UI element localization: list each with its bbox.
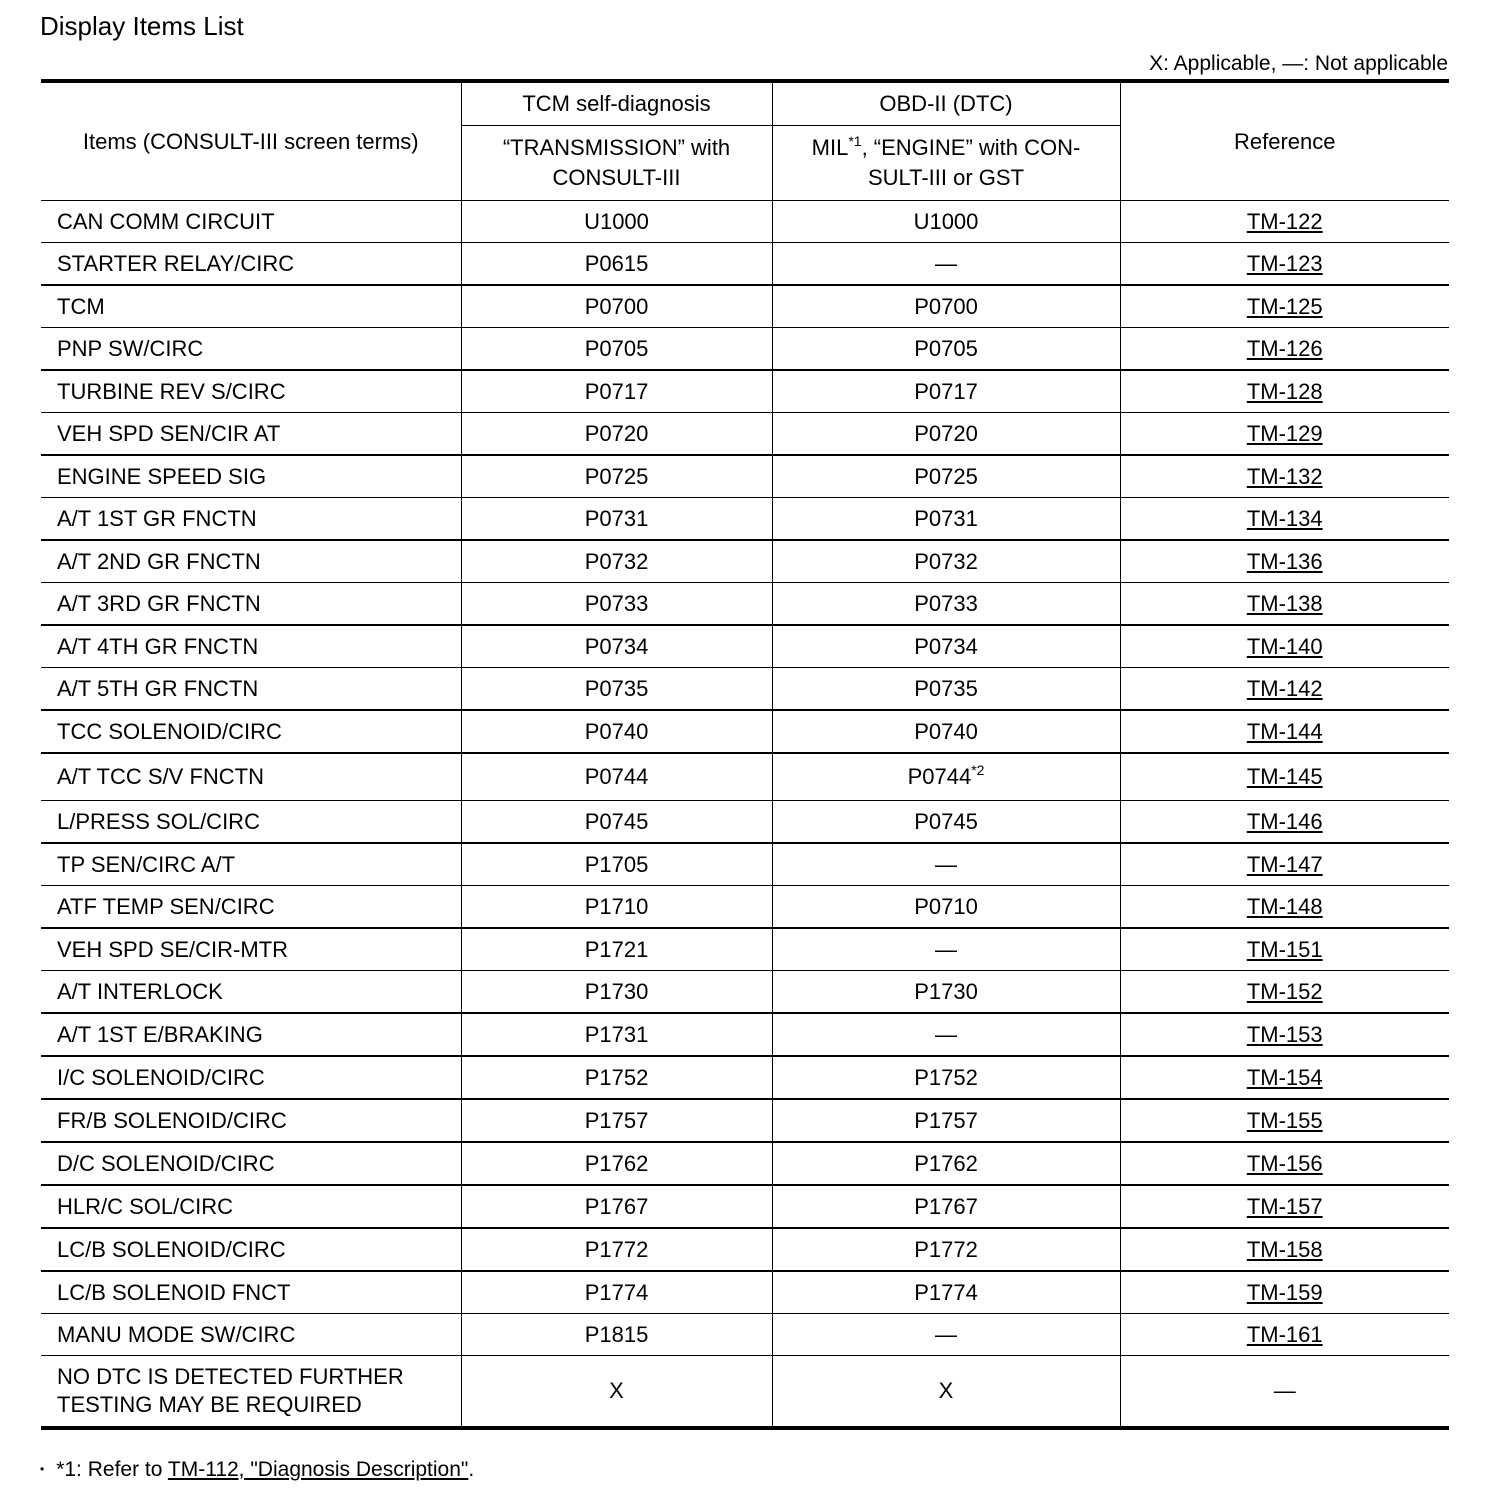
item-name: CAN COMM CIRCUIT	[41, 201, 461, 243]
item-name: A/T TCC S/V FNCTN	[41, 753, 461, 801]
obd-code	[772, 1142, 1120, 1185]
obd-code: X	[772, 1356, 1120, 1429]
tcm-code: P0734	[461, 625, 772, 668]
item-name: A/T 3RD GR FNCTN	[41, 583, 461, 626]
table-row	[41, 1056, 1449, 1099]
obd-code	[772, 201, 1120, 243]
item-name: TP SEN/CIRC A/T	[41, 843, 461, 886]
reference-link[interactable]: TM-148	[1246, 893, 1323, 919]
item-name: FR/B SOLENOID/CIRC	[41, 1099, 461, 1142]
reference-cell	[1120, 1314, 1449, 1356]
table-row	[41, 328, 1449, 371]
obd-code	[772, 1271, 1120, 1314]
obd-code-value: P0732	[914, 548, 978, 574]
reference-cell	[1120, 843, 1449, 886]
reference-cell	[1120, 413, 1449, 456]
obd-code	[772, 328, 1120, 371]
table-row	[41, 201, 1449, 243]
reference-link[interactable]: TM-138	[1246, 590, 1323, 616]
reference-cell	[1120, 201, 1449, 243]
reference-cell	[1120, 1056, 1449, 1099]
obd-code	[772, 928, 1120, 971]
obd-code	[772, 540, 1120, 583]
obd-code	[772, 710, 1120, 753]
item-name: TCC SOLENOID/CIRC	[41, 710, 461, 753]
header-tcm-sub	[461, 126, 772, 201]
reference-link[interactable]: TM-153	[1246, 1021, 1323, 1047]
obd-code-value: P1774	[914, 1279, 978, 1305]
footnote	[40, 1455, 474, 1484]
item-name: PNP SW/CIRC	[41, 328, 461, 371]
obd-code-value: P0705	[914, 335, 978, 361]
tcm-code: P0732	[461, 540, 772, 583]
footnote-suffix: .	[468, 1458, 475, 1481]
obd-code	[772, 1013, 1120, 1056]
reference-cell	[1120, 1013, 1449, 1056]
obd-code-value: —	[935, 1321, 957, 1347]
table-row	[41, 285, 1449, 328]
table-row	[41, 971, 1449, 1014]
reference-link[interactable]: TM-128	[1246, 378, 1323, 404]
reference-cell: —	[1120, 1356, 1449, 1429]
reference-cell	[1120, 1228, 1449, 1271]
obd-code-value: —	[935, 851, 957, 877]
table-row	[41, 498, 1449, 541]
tcm-code: P1731	[461, 1013, 772, 1056]
footnote-link[interactable]: TM-112, "Diagnosis Description"	[167, 1458, 469, 1481]
reference-cell	[1120, 540, 1449, 583]
obd-code-value: P0735	[914, 675, 978, 701]
item-name	[41, 1356, 461, 1429]
reference-cell	[1120, 285, 1449, 328]
table-row	[41, 928, 1449, 971]
item-name: A/T INTERLOCK	[41, 971, 461, 1014]
reference-link[interactable]: TM-126	[1246, 335, 1323, 361]
tcm-code: P1767	[461, 1185, 772, 1228]
reference-cell	[1120, 498, 1449, 541]
table-row	[41, 886, 1449, 929]
reference-cell	[1120, 328, 1449, 371]
obd-code-value: P0710	[914, 893, 978, 919]
reference-link[interactable]: TM-155	[1246, 1107, 1323, 1133]
item-name: VEH SPD SE/CIR-MTR	[41, 928, 461, 971]
reference-cell	[1120, 625, 1449, 668]
obd-code	[772, 413, 1120, 456]
obd-footnote-mark: *2	[971, 762, 985, 778]
obd-code-value: P0745	[914, 808, 978, 834]
obd-code	[772, 1185, 1120, 1228]
tcm-code: P1705	[461, 843, 772, 886]
tcm-code: X	[461, 1356, 772, 1429]
table-row	[41, 455, 1449, 498]
obd-code-value: P1772	[914, 1236, 978, 1262]
item-name: L/PRESS SOL/CIRC	[41, 801, 461, 844]
tcm-code: P0740	[461, 710, 772, 753]
footnote-prefix: *1: Refer to	[56, 1458, 168, 1481]
reference-cell	[1120, 668, 1449, 711]
obd-code	[772, 886, 1120, 929]
reference-link[interactable]: TM-136	[1246, 548, 1323, 574]
header-reference: Reference	[1120, 81, 1449, 201]
table-row	[41, 1099, 1449, 1142]
obd-code-value: P0717	[914, 378, 978, 404]
obd-code	[772, 971, 1120, 1014]
obd-code-value: P1730	[914, 978, 978, 1004]
header-obd-sub	[772, 126, 1120, 201]
header-tcm-group: TCM self-diagnosis	[461, 81, 772, 126]
reference-link[interactable]: TM-146	[1246, 808, 1323, 834]
obd-code-value: —	[935, 936, 957, 962]
item-name: D/C SOLENOID/CIRC	[41, 1142, 461, 1185]
item-name: TURBINE REV S/CIRC	[41, 370, 461, 413]
table-row	[41, 370, 1449, 413]
header-obd-sub-suffix: , “ENGINE” with CON-SULT-III or GST	[861, 135, 1081, 190]
reference-cell	[1120, 370, 1449, 413]
table-row	[41, 753, 1449, 801]
tcm-code: P0717	[461, 370, 772, 413]
reference-link[interactable]: TM-157	[1246, 1193, 1323, 1219]
reference-link[interactable]: TM-154	[1246, 1064, 1323, 1090]
obd-code	[772, 285, 1120, 328]
item-name: A/T 1ST GR FNCTN	[41, 498, 461, 541]
table-row	[41, 583, 1449, 626]
bullet-icon: •	[40, 1462, 45, 1476]
obd-code	[772, 625, 1120, 668]
obd-code	[772, 1314, 1120, 1356]
item-line-1: NO DTC IS DETECTED FURTHER	[57, 1364, 404, 1389]
item-name: LC/B SOLENOID FNCT	[41, 1271, 461, 1314]
reference-link[interactable]: TM-125	[1246, 293, 1323, 319]
item-name: TCM	[41, 285, 461, 328]
table-row	[41, 710, 1449, 753]
page-title: Display Items List	[40, 11, 244, 41]
table-row	[41, 801, 1449, 844]
table-row	[41, 1271, 1449, 1314]
legend-note: X: Applicable, —: Not applicable	[1149, 52, 1448, 75]
tcm-code: P1762	[461, 1142, 772, 1185]
tcm-code: P1772	[461, 1228, 772, 1271]
display-items-table	[41, 79, 1449, 1430]
reference-link[interactable]: TM-123	[1246, 250, 1323, 276]
reference-cell	[1120, 455, 1449, 498]
obd-code-value: P1752	[914, 1064, 978, 1090]
tcm-code: P0725	[461, 455, 772, 498]
table-row	[41, 540, 1449, 583]
item-name: STARTER RELAY/CIRC	[41, 243, 461, 286]
obd-code	[772, 498, 1120, 541]
obd-code-value: P0734	[914, 633, 978, 659]
obd-code-value: U1000	[913, 208, 979, 234]
table-row	[41, 243, 1449, 286]
obd-code-value: —	[935, 250, 957, 276]
reference-link[interactable]: TM-142	[1246, 675, 1323, 701]
reference-link[interactable]: TM-147	[1246, 851, 1323, 877]
header-obd-sub-footnote-mark: *1	[848, 133, 862, 149]
item-name: VEH SPD SEN/CIR AT	[41, 413, 461, 456]
reference-cell	[1120, 710, 1449, 753]
tcm-code: P0745	[461, 801, 772, 844]
tcm-code: P1730	[461, 971, 772, 1014]
obd-code	[772, 843, 1120, 886]
tcm-code: P0735	[461, 668, 772, 711]
obd-code	[772, 583, 1120, 626]
reference-link[interactable]: TM-161	[1246, 1321, 1323, 1347]
reference-link[interactable]: TM-122	[1246, 208, 1323, 234]
obd-code-value: P0731	[914, 505, 978, 531]
item-name: A/T 2ND GR FNCTN	[41, 540, 461, 583]
reference-cell	[1120, 1271, 1449, 1314]
reference-cell	[1120, 1142, 1449, 1185]
item-name: A/T 5TH GR FNCTN	[41, 668, 461, 711]
header-obd-sub-text	[796, 133, 1096, 193]
reference-link[interactable]: TM-132	[1246, 463, 1323, 489]
item-name: ENGINE SPEED SIG	[41, 455, 461, 498]
tcm-code: P1757	[461, 1099, 772, 1142]
obd-code	[772, 1099, 1120, 1142]
header-tcm-sub-text: “TRANSMISSION” with CONSULT-III	[502, 135, 731, 190]
reference-link[interactable]: TM-140	[1246, 633, 1323, 659]
reference-link[interactable]: TM-134	[1246, 505, 1323, 531]
obd-code	[772, 801, 1120, 844]
item-name: I/C SOLENOID/CIRC	[41, 1056, 461, 1099]
obd-code	[772, 455, 1120, 498]
obd-code	[772, 1056, 1120, 1099]
reference-link[interactable]: TM-158	[1246, 1236, 1323, 1262]
tcm-code: P1815	[461, 1314, 772, 1356]
obd-code	[772, 668, 1120, 711]
obd-code-value: P0744	[907, 764, 972, 789]
item-name: LC/B SOLENOID/CIRC	[41, 1228, 461, 1271]
obd-code-value: P0720	[914, 420, 978, 446]
tcm-code: P0731	[461, 498, 772, 541]
item-name: A/T 4TH GR FNCTN	[41, 625, 461, 668]
table-row	[41, 1228, 1449, 1271]
obd-code-value: P0700	[914, 293, 978, 319]
table-row	[41, 668, 1449, 711]
table-row	[41, 1314, 1449, 1356]
obd-code	[772, 753, 1120, 801]
obd-code	[772, 1228, 1120, 1271]
tcm-code: P1710	[461, 886, 772, 929]
tcm-code: P0700	[461, 285, 772, 328]
tcm-code: P1774	[461, 1271, 772, 1314]
table-row	[41, 413, 1449, 456]
reference-link[interactable]: TM-159	[1246, 1279, 1323, 1305]
item-name: MANU MODE SW/CIRC	[41, 1314, 461, 1356]
tcm-code: P1721	[461, 928, 772, 971]
table-row	[41, 1185, 1449, 1228]
obd-code	[772, 370, 1120, 413]
reference-link[interactable]: TM-151	[1246, 936, 1323, 962]
table-row	[41, 1013, 1449, 1056]
obd-code-value: P0725	[914, 463, 978, 489]
obd-code-value: P1762	[914, 1150, 978, 1176]
table-row	[41, 843, 1449, 886]
reference-link[interactable]: TM-145	[1246, 764, 1323, 789]
reference-cell	[1120, 753, 1449, 801]
reference-link[interactable]: TM-152	[1246, 978, 1323, 1004]
reference-link[interactable]: TM-144	[1246, 718, 1323, 744]
obd-code-value: P1767	[914, 1193, 978, 1219]
item-name: HLR/C SOL/CIRC	[41, 1185, 461, 1228]
reference-link[interactable]: TM-156	[1246, 1150, 1323, 1176]
obd-code-value: P0733	[914, 590, 978, 616]
tcm-code: P0705	[461, 328, 772, 371]
reference-cell	[1120, 801, 1449, 844]
tcm-code: P0733	[461, 583, 772, 626]
header-items: Items (CONSULT-III screen terms)	[41, 81, 461, 201]
reference-cell	[1120, 1185, 1449, 1228]
obd-code-value: P1757	[914, 1107, 978, 1133]
reference-cell	[1120, 1099, 1449, 1142]
obd-code	[772, 243, 1120, 286]
tcm-code: P1752	[461, 1056, 772, 1099]
table-row	[41, 625, 1449, 668]
obd-code-value: P0740	[914, 718, 978, 744]
reference-cell	[1120, 928, 1449, 971]
header-obd-group: OBD-II (DTC)	[772, 81, 1120, 126]
table-row	[41, 1142, 1449, 1185]
reference-cell	[1120, 583, 1449, 626]
item-name: A/T 1ST E/BRAKING	[41, 1013, 461, 1056]
reference-link[interactable]: TM-129	[1246, 420, 1323, 446]
reference-cell	[1120, 243, 1449, 286]
tcm-code: P0720	[461, 413, 772, 456]
tcm-code: U1000	[461, 201, 772, 243]
header-obd-sub-prefix: MIL	[811, 135, 849, 160]
item-name: ATF TEMP SEN/CIRC	[41, 886, 461, 929]
item-line-2: TESTING MAY BE REQUIRED	[57, 1392, 362, 1417]
table-row-no-dtc	[41, 1356, 1449, 1429]
reference-cell	[1120, 971, 1449, 1014]
tcm-code: P0744	[461, 753, 772, 801]
obd-code-value: —	[935, 1021, 957, 1047]
reference-cell	[1120, 886, 1449, 929]
tcm-code: P0615	[461, 243, 772, 286]
